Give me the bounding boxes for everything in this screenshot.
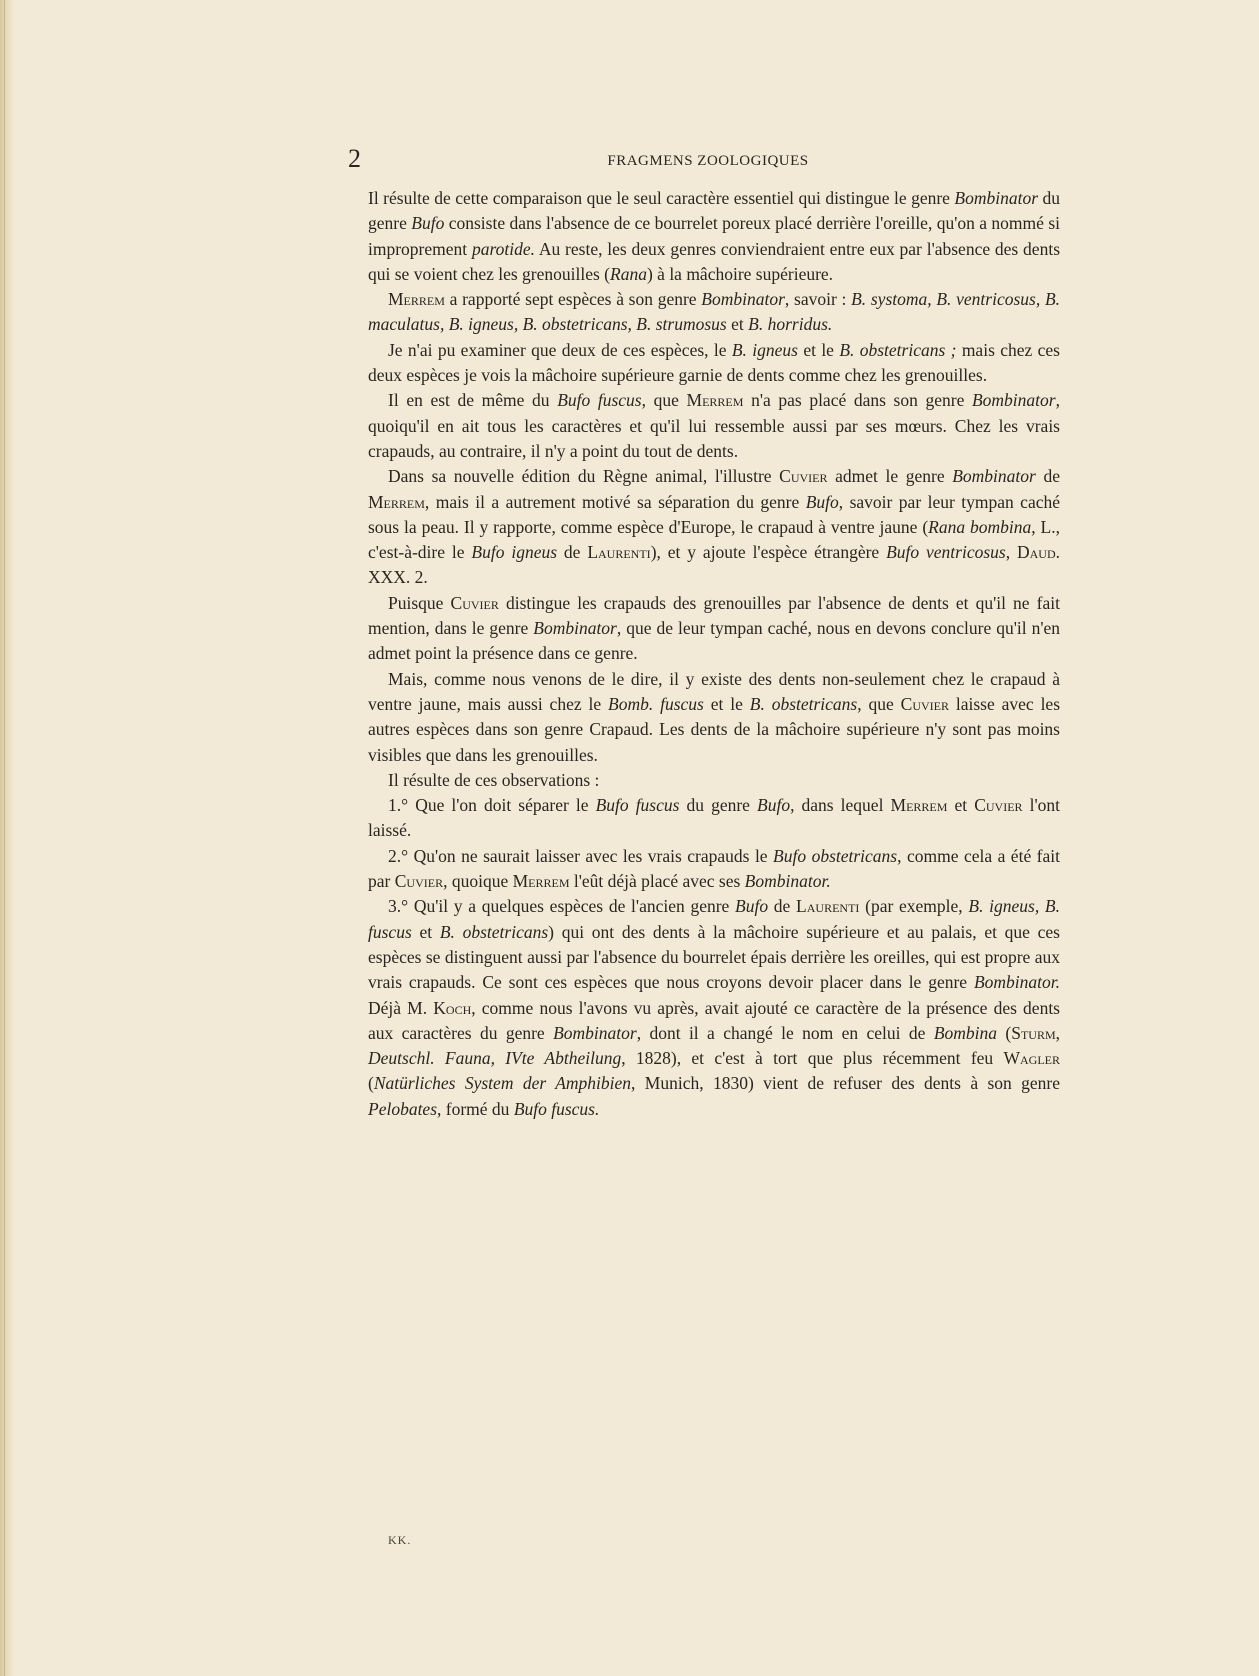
page-number: 2 [348, 144, 361, 173]
italic-run: Bufo [735, 896, 769, 917]
page-edge-shadow [0, 0, 14, 1676]
author-name: Wagler [1003, 1048, 1061, 1069]
text-run: de [1035, 466, 1060, 487]
italic-run: Bufo [757, 795, 791, 816]
italic-run: Bombinator [954, 188, 1039, 208]
italic-run: Bombinator [533, 618, 617, 639]
italic-run: B. obstetricans [439, 921, 549, 942]
text-run: et le [703, 693, 750, 714]
page-binding-line [4, 0, 5, 1676]
text-run: , L., c'est-à-dire le [368, 516, 1060, 563]
italic-run: parotide. [471, 238, 535, 259]
paragraph [368, 287, 1060, 338]
text-run: consiste dans l'absence de ce bourrelet poreux placé derrière l'oreille, qu'on a nommé si improprement [368, 213, 1060, 259]
body-text [368, 186, 1060, 1122]
text-run: , Munich, 1830) vient de refuser des dents à son genre [631, 1073, 1061, 1094]
paragraph [368, 894, 1060, 1122]
author-name: Merrem [388, 289, 445, 310]
italic-run: Deutschl. Fauna, IVte Abtheilung [368, 1048, 622, 1069]
text-run: et le [797, 339, 840, 360]
text-run: , savoir : [784, 289, 852, 310]
text-run: et [726, 314, 749, 335]
italic-run: Bufo ventricosus [886, 542, 1006, 563]
italic-run: Pelobates [368, 1098, 438, 1119]
italic-run: Bufo obstetricans [773, 845, 898, 866]
author-name: Daud. [1017, 542, 1061, 563]
paragraph [368, 844, 1060, 895]
author-name: Laurenti [796, 896, 860, 917]
author-name: Cuvier [394, 871, 444, 892]
text-run: ) qui ont des dents à la mâchoire supérieure et au palais, et que ces espèces se distinguent aussi par l'absence du bourrelet épais derrière les oreilles, qui est propre aux vrais crapauds. Ce sont ces espèces que nous croyons devoir placer dans le genre [368, 921, 1060, 993]
text-run: , que [641, 390, 687, 411]
text-run: ) à la mâchoire supérieure. [646, 263, 834, 284]
text-run: et [411, 921, 440, 942]
text-run: admet le genre [827, 466, 953, 487]
text-run: l'eût déjà placé avec ses [569, 871, 745, 892]
paragraph [368, 338, 1060, 389]
text-run: et [947, 795, 975, 816]
text-run: , formé du [437, 1098, 514, 1119]
text-run: l'ont laissé. [368, 795, 1060, 841]
author-name: Cuvier [974, 795, 1023, 816]
text-run: (par exemple, [859, 896, 969, 917]
text-run: de [768, 896, 797, 917]
italic-run: Bufo fuscus [595, 795, 680, 816]
author-name: Laurenti [587, 542, 651, 563]
italic-run: Bufo fuscus. [513, 1098, 600, 1119]
text-run: Au reste, les deux genres conviendraient entre eux par l'absence des dents qui se voient chez les grenouilles ( [368, 238, 1061, 284]
text-run: du genre [368, 188, 1061, 234]
text-run: , que [857, 693, 901, 714]
paragraph [368, 667, 1060, 768]
text-run: du genre [679, 795, 758, 816]
author-name: Sturm [1011, 1022, 1056, 1043]
text-run: distingue les crapauds des grenouilles par l'absence de dents et qu'il ne fait mention, dans le genre [368, 592, 1060, 639]
page-header [348, 144, 1060, 178]
text-run: Il résulte de cette comparaison que le seul caractère essentiel qui distingue le genre [368, 188, 955, 208]
text-run: Je n'ai pu examiner que deux de ces espèces, le [388, 339, 732, 360]
author-name: Merrem [686, 390, 744, 411]
italic-run: Bombinator. [973, 972, 1060, 993]
text-run: , comme nous l'avons vu après, avait ajouté ce caractère de la présence des dents aux caractères du genre [368, 997, 1060, 1043]
author-name: Merrem [368, 491, 425, 512]
text-run: 1.° Que l'on doit séparer le [388, 795, 596, 816]
text-run: laisse avec les autres espèces dans son genre Crapaud. Les dents de la mâchoire supérieure n'y sont pas moins visibles que dans les grenouilles. [368, 693, 1061, 765]
text-run: , que de leur tympan caché, nous en devons conclure qu'il n'en admet point la présence dans ce genre. [368, 618, 1060, 664]
text-run: , [1005, 542, 1017, 563]
italic-run: Bombinator [553, 1022, 637, 1043]
text-run: , [1055, 1022, 1061, 1043]
italic-run: Bufo fuscus [557, 390, 642, 411]
text-run: Dans sa nouvelle édition du Règne animal, l'illustre [388, 466, 780, 487]
italic-run: Bombinator [701, 289, 785, 310]
italic-run: Bombinator. [744, 871, 831, 892]
text-run: Déjà M. [368, 997, 434, 1018]
text-run: , quoique [443, 871, 513, 892]
paragraph [368, 388, 1060, 464]
text-run: ), et y ajoute l'espèce étrangère [650, 542, 887, 563]
text-run: XXX. 2. [368, 567, 428, 588]
paragraph [368, 793, 1060, 844]
text-run: Il résulte de ces observations : [388, 769, 600, 790]
italic-run: Bombinator [971, 390, 1056, 411]
text-run: Il en est de même du [388, 390, 558, 411]
italic-run: Bufo [805, 491, 839, 512]
text-run: Puisque [388, 592, 451, 613]
paragraph [368, 591, 1060, 667]
text-run: , dans lequel [790, 795, 891, 816]
text-run: , 1828), et c'est à tort que plus récemment feu [621, 1048, 1004, 1069]
text-run: ( [368, 1073, 374, 1094]
text-run: a rapporté sept espèces à son genre [444, 289, 702, 310]
text-run: mais chez ces deux espèces je vois la mâchoire supérieure garnie de dents comme chez les grenouilles. [368, 339, 1060, 386]
running-title: FRAGMENS ZOOLOGIQUES [607, 153, 809, 169]
author-name: Merrem [890, 795, 948, 816]
text-run: , comme cela a été fait par [368, 845, 1060, 892]
author-name: Cuvier [900, 693, 949, 714]
text-run: de [557, 542, 588, 563]
italic-run: B. horridus. [748, 314, 833, 335]
italic-run: Rana [610, 263, 647, 284]
paragraph [368, 768, 1060, 793]
text-run: n'a pas placé dans son genre [743, 390, 972, 411]
author-name: Koch [433, 997, 472, 1018]
text-run: 2.° Qu'on ne saurait laisser avec les vrais crapauds le [388, 845, 774, 866]
author-name: Cuvier [779, 466, 828, 487]
text-run: Mais, comme nous venons de le dire, il y existe des dents non-seulement chez le crapaud à ventre jaune, mais aussi chez le [368, 668, 1060, 714]
italic-run: Bombinator [952, 466, 1036, 487]
author-name: Merrem [512, 871, 570, 892]
italic-run: B. igneus [731, 339, 798, 360]
italic-run: Bomb. fuscus [608, 693, 704, 714]
italic-run: Bufo [411, 213, 445, 234]
paragraph [368, 186, 1060, 287]
text-run: , mais il a autrement motivé sa séparation du genre [424, 491, 806, 512]
italic-run: Bufo igneus [471, 542, 558, 563]
italic-run: B. obstetricans ; [839, 339, 957, 360]
text-run: , savoir par leur tympan caché sous la peau. Il y rapporte, comme espèce d'Europe, le crapaud à ventre jaune ( [368, 491, 1060, 537]
italic-run: B. obstetricans [749, 693, 858, 714]
text-run: 3.° Qu'il y a quelques espèces de l'ancien genre [388, 896, 736, 917]
text-run: , dont il a changé le nom en celui de [636, 1022, 934, 1043]
italic-run: Natürliches System der Amphibien [373, 1073, 632, 1094]
text-run: ( [997, 1022, 1012, 1043]
italic-run: B. systoma, B. ventricosus, B. maculatus, B. igneus, B. obstetricans, B. strumosus [368, 289, 1061, 335]
paragraph [368, 464, 1060, 590]
author-name: Cuvier [450, 592, 499, 613]
italic-run: B. igneus, B. fuscus [368, 896, 1060, 942]
italic-run: Bombina [933, 1022, 998, 1043]
signature-mark: KK. [388, 1533, 412, 1547]
italic-run: Rana bombina [928, 516, 1032, 537]
text-run: , quoiqu'il en ait tous les caractères et qu'il lui ressemble aussi par ses mœurs. Chez les vrais crapauds, au contraire, il n'y a point du tout de dents. [368, 390, 1060, 461]
